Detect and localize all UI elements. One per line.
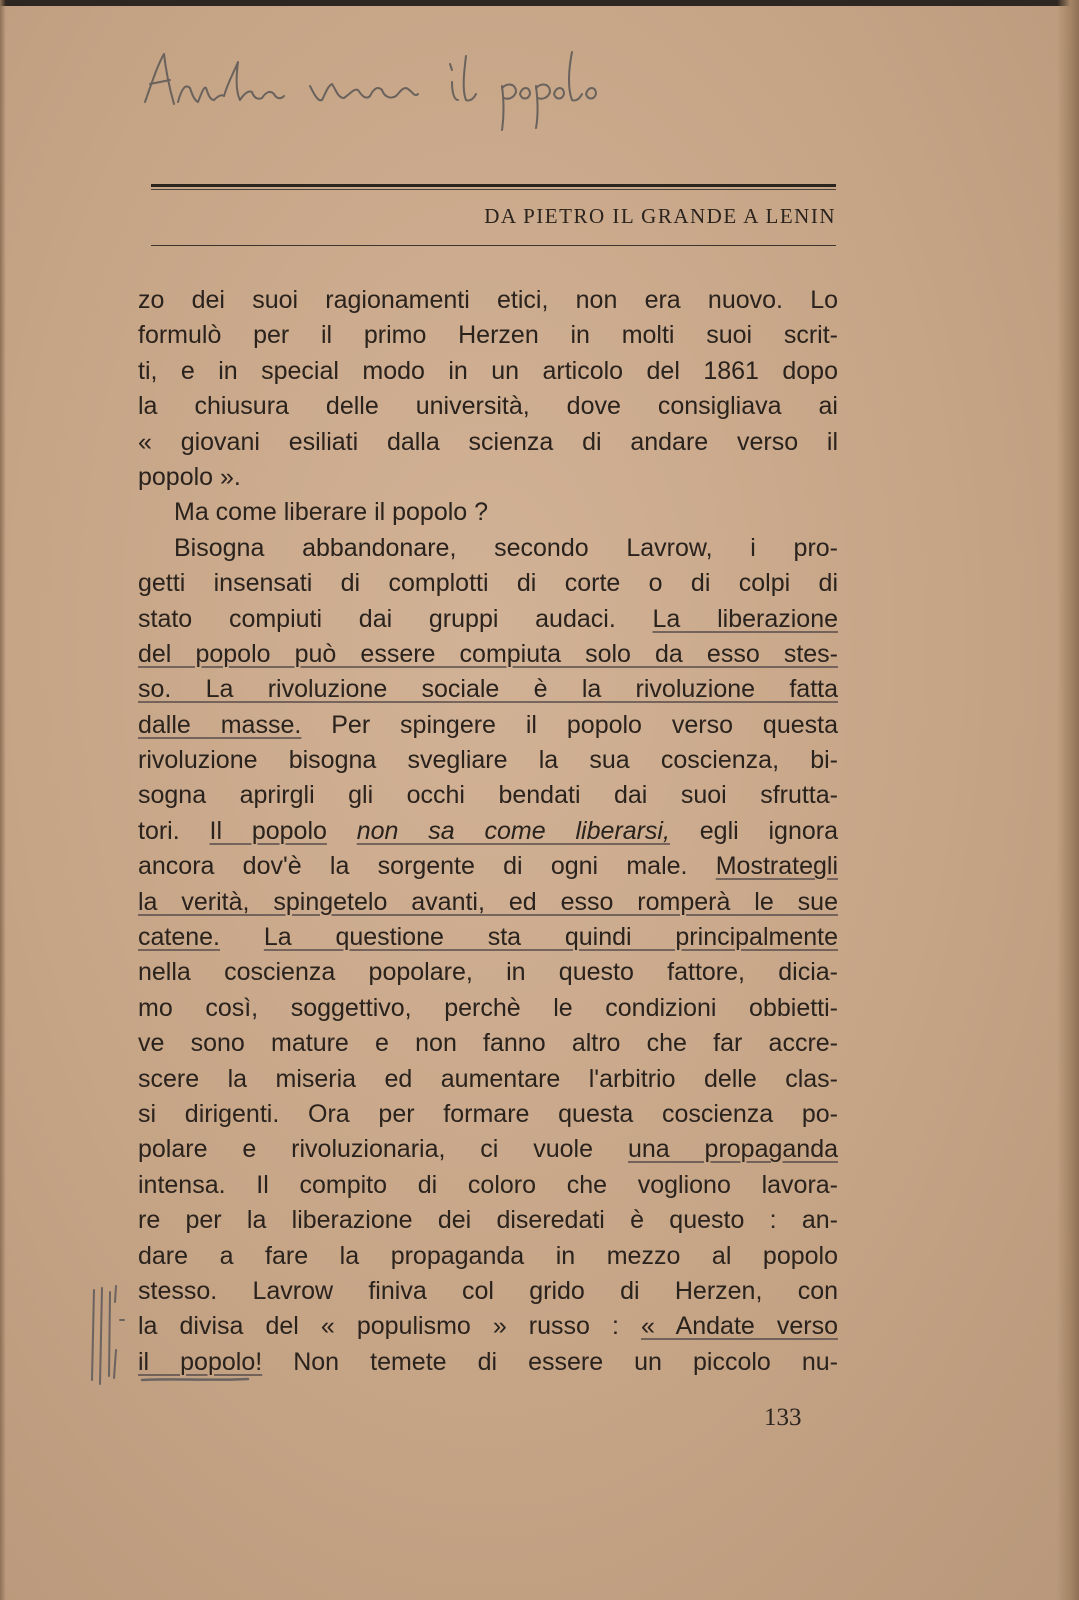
page-left-edge	[0, 0, 6, 1600]
underlined-span: il popolo!	[138, 1347, 263, 1376]
text-line	[138, 743, 838, 778]
pencil-margin-marks	[80, 1280, 140, 1390]
text-span: nella coscienza popolare, in questo fattore, dicia-	[138, 958, 838, 987]
text-span: getti insensati di complotti di corte o di colpi di	[138, 569, 838, 598]
text-span: ve sono mature e non fanno altro che far accre-	[138, 1029, 838, 1058]
page-top-edge	[0, 0, 1079, 6]
text-line	[138, 1274, 838, 1309]
handwritten-annotation	[140, 42, 760, 132]
text-line	[138, 991, 838, 1026]
text-span: ancora dov'è la sorgente di ogni male.	[138, 852, 688, 881]
text-line	[138, 1168, 838, 1203]
page-right-edge	[1057, 0, 1079, 1600]
text-span: polare e rivoluzionaria, ci vuole	[138, 1135, 594, 1164]
underlined-span: so. La rivoluzione sociale è la rivoluzione fatta	[138, 675, 838, 704]
text-line	[138, 849, 838, 884]
underlined-span: catene.	[138, 923, 221, 952]
text-line	[138, 1203, 838, 1238]
text-span: popolo ».	[138, 462, 241, 491]
page-number: 133	[764, 1404, 802, 1431]
text-line	[138, 283, 838, 318]
pencil-underline-mark	[140, 1377, 250, 1382]
running-head: DA PIETRO IL GRANDE A LENIN	[484, 204, 836, 228]
text-span: sogna aprirgli gli occhi bendati dai suoi sfrutta-	[138, 781, 838, 810]
underlined-span: « Andate verso	[641, 1312, 838, 1341]
text-line	[138, 1239, 838, 1274]
underlined-span: Mostrategli	[715, 852, 838, 881]
text-line	[138, 885, 838, 920]
text-line	[138, 1309, 838, 1344]
text-line	[138, 1062, 838, 1097]
text-line	[138, 425, 838, 460]
header-rule-top-thin	[151, 189, 836, 190]
text-line	[138, 602, 838, 637]
text-line	[138, 920, 838, 955]
text-span: formulò per il primo Herzen in molti suoi scrit-	[138, 321, 838, 350]
text-line	[138, 389, 838, 424]
text-line	[138, 637, 838, 672]
text-line	[138, 672, 838, 707]
italic-span: non sa come liberarsi,	[356, 816, 670, 845]
text-line	[138, 566, 838, 601]
text-line	[138, 1132, 838, 1167]
text-line	[138, 814, 838, 849]
text-line	[138, 1097, 838, 1132]
text-line	[138, 531, 838, 566]
text-line	[138, 460, 838, 495]
underlined-span: La liberazione	[652, 604, 838, 633]
underlined-span: la verità, spingetelo avanti, ed esso romperà le sue	[138, 887, 838, 916]
text-span: ti, e in special modo in un articolo del 1861 dopo	[138, 356, 838, 385]
text-span: stato compiuti dai gruppi audaci.	[138, 604, 616, 633]
text-span: mo così, soggettivo, perchè le condizioni obbietti-	[138, 993, 838, 1022]
header-rule-top	[151, 184, 836, 187]
body-text	[138, 283, 838, 1380]
text-line	[138, 778, 838, 813]
text-span: « giovani esiliati dalla scienza di andare verso il	[138, 427, 838, 456]
text-line	[138, 955, 838, 990]
text-span: Bisogna abbandonare, secondo Lavrow, i pro-	[174, 533, 838, 562]
text-span: Per spingere il popolo verso questa	[331, 710, 838, 739]
text-line	[138, 495, 838, 530]
text-span: scere la miseria ed aumentare l'arbitrio delle clas-	[138, 1064, 838, 1093]
underlined-span: una propaganda	[627, 1135, 838, 1164]
underlined-span: La questione sta quindi principalmente	[263, 923, 838, 952]
text-span: stesso. Lavrow finiva col grido di Herzen, con	[138, 1276, 838, 1305]
text-span: Non temete di essere un piccolo nu-	[293, 1347, 838, 1376]
text-span: egli ignora	[699, 816, 838, 845]
text-line	[138, 1345, 838, 1380]
text-line	[138, 708, 838, 743]
underlined-span: del popolo può essere compiuta solo da esso stes-	[138, 639, 838, 668]
text-span: zo dei suoi ragionamenti etici, non era nuovo. Lo	[138, 286, 838, 314]
text-span: intensa. Il compito di coloro che vogliono lavora-	[138, 1170, 838, 1199]
text-span: la divisa del « populismo » russo :	[138, 1312, 619, 1341]
header-rule-bottom	[151, 245, 836, 246]
text-span: si dirigenti. Ora per formare questa coscienza po-	[138, 1099, 838, 1128]
underlined-span: Il popolo	[209, 816, 327, 845]
text-span: dare a fare la propaganda in mezzo al popolo	[138, 1241, 838, 1270]
underlined-span: dalle masse.	[138, 710, 302, 739]
text-span: la chiusura delle università, dove consigliava ai	[138, 392, 838, 421]
text-span: Ma come liberare il popolo ?	[174, 498, 489, 527]
text-span: re per la liberazione dei diseredati è questo : an-	[138, 1206, 838, 1235]
text-line	[138, 1026, 838, 1061]
text-span: rivoluzione bisogna svegliare la sua coscienza, bi-	[138, 746, 838, 775]
text-line	[138, 318, 838, 353]
text-line	[138, 354, 838, 389]
text-span: tori.	[138, 816, 180, 845]
